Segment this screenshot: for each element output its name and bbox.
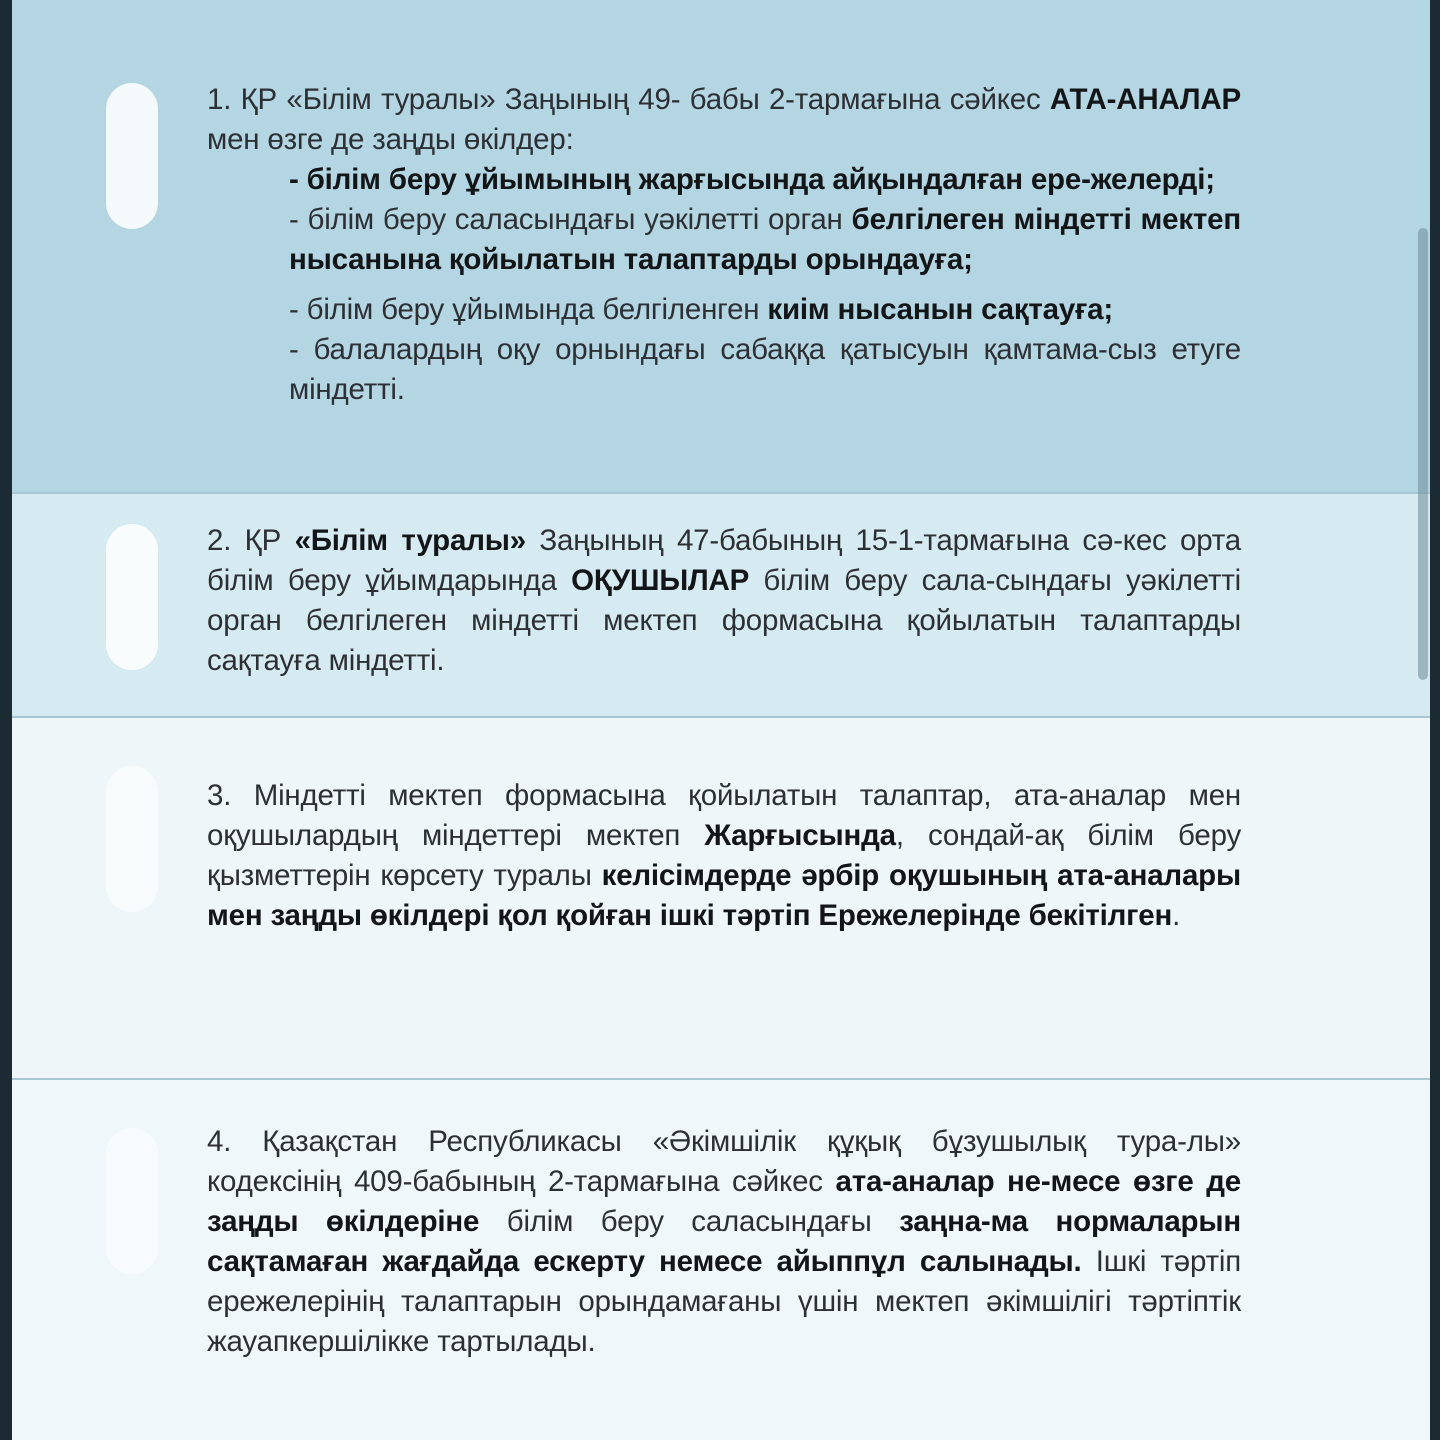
list-item: - білім беру саласындағы уәкілетті орган белгілеген міндетті мектеп нысанына қойылатын талаптарды орындауға;: [289, 203, 1241, 276]
section-2: [12, 494, 1430, 718]
section-4: [12, 1080, 1430, 1440]
paragraph: 3. Міндетті мектеп формасына қойылатын талаптар, ата-аналар мен оқушылардың міндеттері мектеп Жарғысында, сондай-ақ білім беру қызметтерін көрсету туралы келісімдерде әрбір оқушының ата-аналары мен заңды өкілдері қол қойған ішкі тәртіп Ережелерінде бекітілген.: [207, 779, 1241, 932]
bullet-pill-decoration: [106, 1128, 158, 1274]
section-2-text: [207, 521, 1241, 681]
section-3: [12, 718, 1430, 1080]
list-item: - білім беру ұйымында белгіленген киім нысанын сақтауға;: [289, 293, 1114, 326]
paragraph: 2. ҚР «Білім туралы» Заңының 47-бабының 15-1-тармағына сә-кес орта білім беру ұйымдарында ОҚУШЫЛАР білім беру сала-сындағы уәкілетті орган белгілеген міндетті мектеп формасына қойылатын талаптарды сақтауға міндетті.: [207, 524, 1241, 677]
paragraph: 4. Қазақстан Республикасы «Әкімшілік құқық бұзушылық тура-лы» кодексінің 409-бабының 2-тармағына сәйкес ата-аналар не-месе өзге де заңды өкілдеріне білім беру саласындағы заңна-ма нормаларын сақтамаған жағдайда ескерту немесе айыппұл салынады. Ішкі тәртіп ережелерінің талаптарын орындамағаны үшін мектеп әкімшілігі тәртіптік жауапкершілікке тартылады.: [207, 1125, 1242, 1358]
section-3-text: [207, 776, 1241, 936]
bullet-pill-decoration: [106, 766, 158, 912]
bullet-pill-decoration: [106, 83, 158, 229]
paragraph: 1. ҚР «Білім туралы» Заңының 49- бабы 2-тармағына сәйкес АТА-АНАЛАР мен өзге де заңды өкілдер:: [207, 83, 1241, 156]
bullet-pill-decoration: [106, 524, 158, 670]
list-item: - білім беру ұйымының жарғысында айқындалған ере-желерді;: [289, 163, 1215, 196]
section-4-text: [207, 1122, 1241, 1362]
document-page: [12, 0, 1430, 1440]
scrollbar-thumb[interactable]: [1418, 228, 1428, 680]
list-item: - балалардың оқу орнындағы сабаққа қатысуын қамтама-сыз етуге міндетті.: [289, 333, 1241, 406]
section-1-text: [207, 80, 1241, 410]
section-1: [12, 0, 1430, 494]
